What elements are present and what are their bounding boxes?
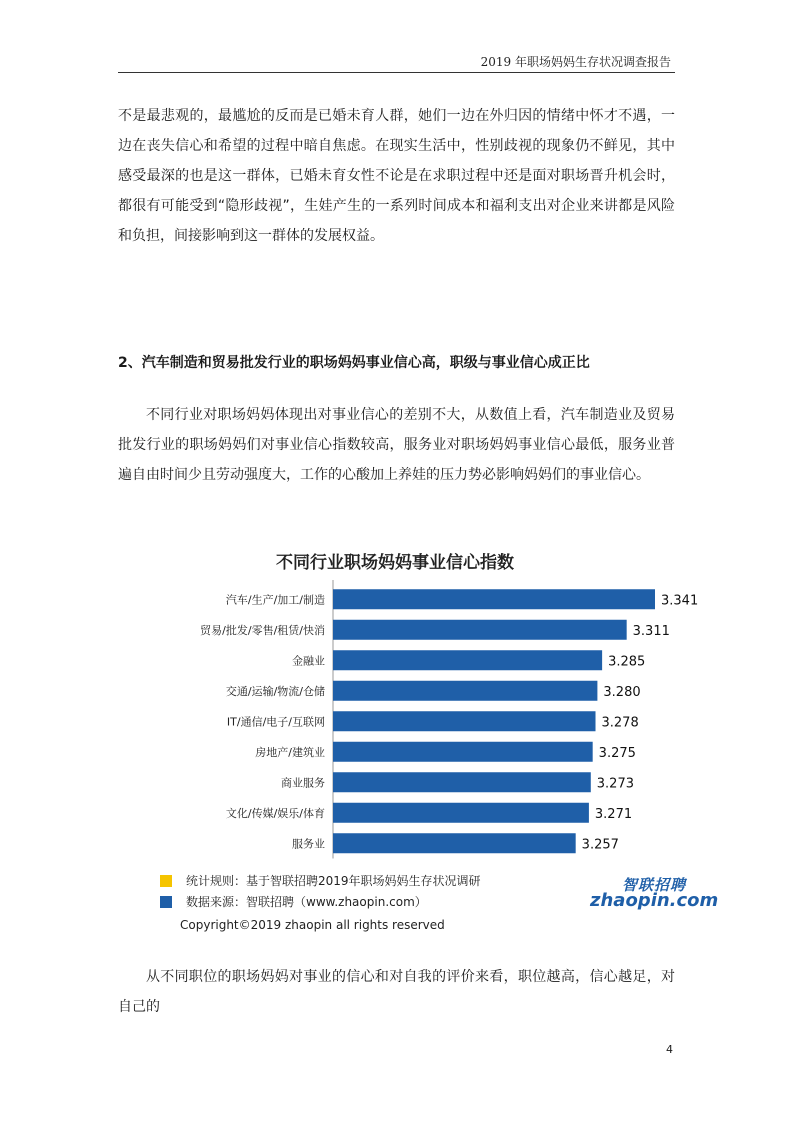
bar-chart-svg bbox=[150, 580, 710, 865]
bar bbox=[333, 803, 589, 823]
bar bbox=[333, 620, 627, 640]
category-label: 房地产/建筑业 bbox=[255, 745, 325, 759]
section-heading: 2、汽车制造和贸易批发行业的职场妈妈事业信心高，职级与事业信心成正比 bbox=[118, 355, 590, 371]
bar bbox=[333, 711, 596, 731]
category-label: IT/通信/电子/互联网 bbox=[226, 715, 325, 729]
category-label: 商业服务 bbox=[281, 776, 325, 790]
value-label: 3.257 bbox=[581, 837, 619, 853]
chart-notes bbox=[160, 870, 481, 912]
copyright: Copyright©2019 zhaopin all rights reserved bbox=[180, 918, 445, 932]
value-label: 3.275 bbox=[598, 745, 636, 761]
bar bbox=[333, 589, 655, 609]
note-rule-row bbox=[160, 870, 481, 891]
report-header-title: 2019 年职场妈妈生存状况调查报告 bbox=[480, 55, 671, 69]
page-number: 4 bbox=[666, 1043, 673, 1056]
category-label: 交通/运输/物流/仓储 bbox=[225, 684, 325, 698]
note-rule: 统计规则：基于智联招聘2019年职场妈妈生存状况调研 bbox=[186, 874, 481, 888]
logo-english: zhaopin.com bbox=[590, 890, 719, 911]
value-label: 3.278 bbox=[601, 715, 639, 731]
paragraph-3: 从不同职位的职场妈妈对事业的信心和对自我的评价来看，职位越高，信心越足，对自己的 bbox=[118, 969, 675, 1015]
blue-square-icon bbox=[160, 896, 172, 908]
header-divider bbox=[118, 72, 675, 73]
paragraph-1: 不是最悲观的，最尴尬的反而是已婚未育人群，她们一边在外归因的情绪中怀才不遇，一边在丧失信心和希望的过程中暗自焦虑。在现实生活中，性别歧视的现象仍不鲜见，其中感受最深的也是这一群体，已婚未育女性不论是在求职过程中还是面对职场晋升机会时，都很有可能受到“隐形歧视”，生娃产生的一系列时间成本和福利支出对企业来讲都是风险和负担，间接影响到这一群体的发展权益。 bbox=[118, 108, 675, 244]
value-label: 3.271 bbox=[594, 806, 633, 822]
bar bbox=[333, 681, 597, 701]
value-label: 3.341 bbox=[661, 593, 699, 609]
industry-confidence-chart bbox=[150, 540, 719, 960]
zhaopin-logo bbox=[590, 874, 719, 914]
category-label: 文化/传媒/娱乐/体育 bbox=[225, 806, 325, 820]
paragraph-2: 不同行业对职场妈妈体现出对事业信心的差别不大，从数值上看，汽车制造业及贸易批发行业的职场妈妈们对事业信心指数较高，服务业对职场妈妈事业信心最低，服务业普遍自由时间少且劳动强度大，工作的心酸加上养娃的压力势必影响妈妈们的事业信心。 bbox=[118, 407, 675, 483]
bar bbox=[333, 833, 576, 853]
chart-title: 不同行业职场妈妈事业信心指数 bbox=[276, 553, 514, 573]
logo-chinese: 智联招聘 bbox=[621, 876, 686, 894]
bar bbox=[333, 650, 602, 670]
yellow-square-icon bbox=[160, 875, 172, 887]
category-label: 金融业 bbox=[292, 654, 325, 668]
value-label: 3.285 bbox=[608, 654, 646, 670]
bar bbox=[333, 742, 593, 762]
value-label: 3.273 bbox=[596, 776, 635, 792]
bar bbox=[333, 772, 591, 792]
value-label: 3.280 bbox=[603, 684, 641, 700]
category-label: 贸易/批发/零售/租赁/快消 bbox=[200, 623, 325, 637]
note-source: 数据来源：智联招聘（www.zhaopin.com） bbox=[186, 895, 427, 909]
category-label: 汽车/生产/加工/制造 bbox=[225, 593, 325, 607]
category-label: 服务业 bbox=[292, 837, 325, 851]
value-label: 3.311 bbox=[632, 623, 670, 639]
note-source-row bbox=[160, 891, 481, 912]
